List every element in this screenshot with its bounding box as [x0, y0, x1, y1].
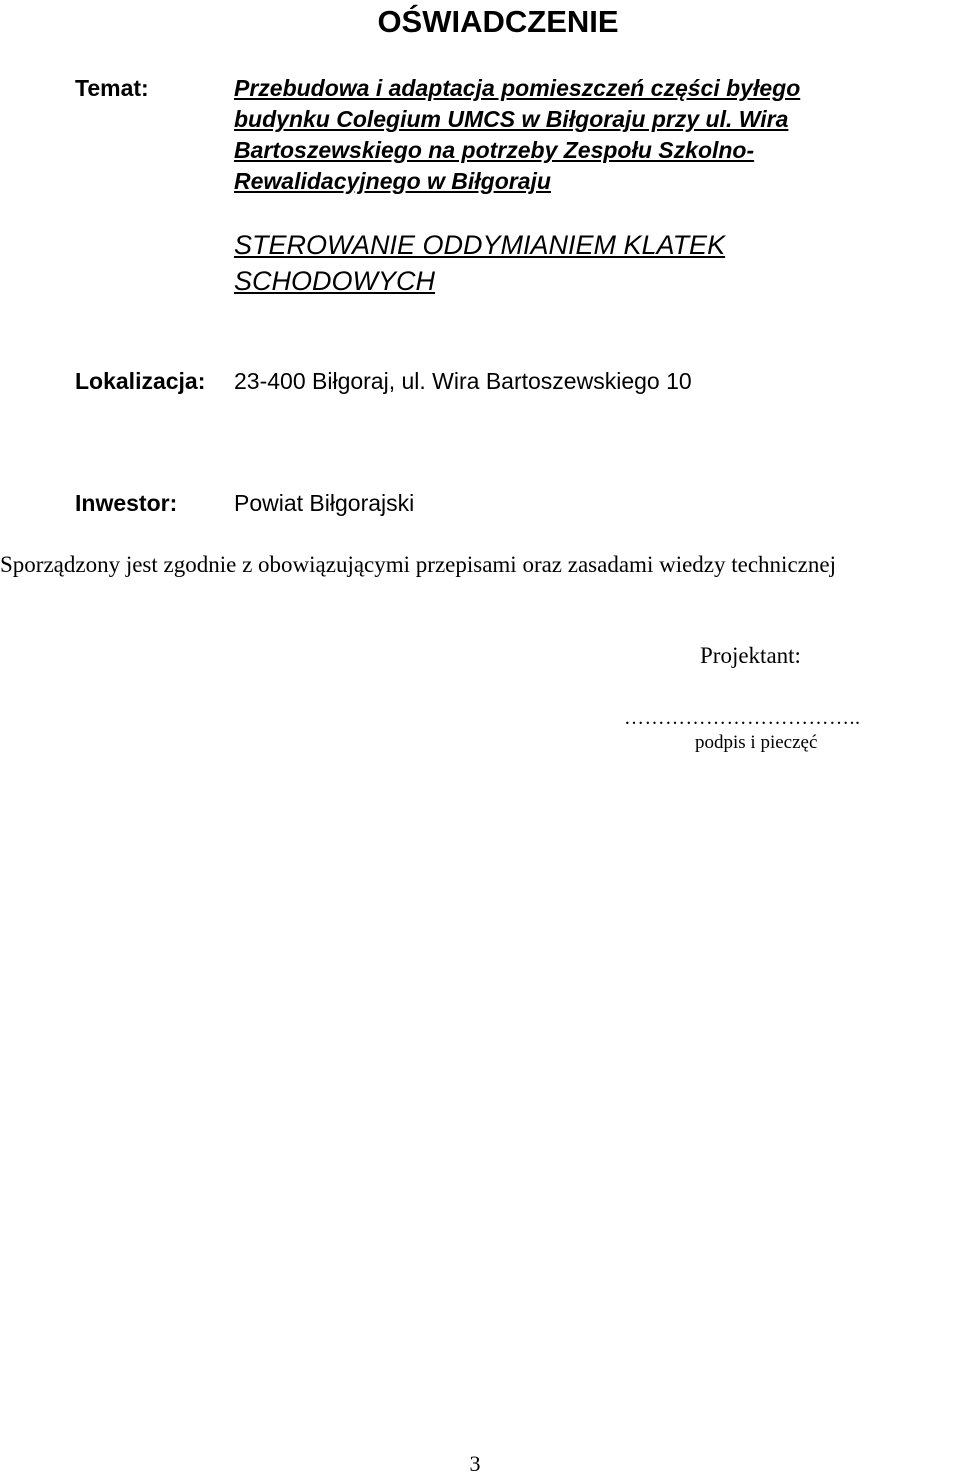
- scope-title: [234, 227, 725, 299]
- subject-line: Przebudowa i adaptacja pomieszczeń części byłego: [234, 75, 801, 101]
- subject-line: Bartoszewskiego na potrzeby Zespołu Szkolno-: [234, 137, 755, 163]
- subject-line: budynku Colegium UMCS w Biłgoraju przy ul. Wira: [234, 106, 789, 132]
- signature-line: ……………………………..: [624, 707, 861, 729]
- location-label: Lokalizacja:: [75, 368, 206, 394]
- scope-line: SCHODOWYCH: [234, 266, 435, 296]
- document-title: OŚWIADCZENIE: [377, 4, 619, 39]
- compliance-statement: Sporządzony jest zgodnie z obowiązującymi przepisami oraz zasadami wiedzy technicznej: [0, 552, 836, 577]
- subject-label: Temat:: [75, 75, 149, 101]
- designer-label: Projektant:: [700, 643, 801, 668]
- signature-caption: podpis i pieczęć: [695, 732, 818, 753]
- investor-label: Inwestor:: [75, 490, 178, 516]
- location-value: 23-400 Biłgoraj, ul. Wira Bartoszewskiego 10: [234, 368, 692, 394]
- subject-line: Rewalidacyjnego w Biłgoraju: [234, 168, 551, 194]
- investor-value: Powiat Biłgorajski: [234, 490, 415, 516]
- scope-line: STEROWANIE ODDYMIANIEM KLATEK: [234, 230, 726, 260]
- subject-text: [234, 73, 934, 197]
- page-number: 3: [469, 1451, 481, 1476]
